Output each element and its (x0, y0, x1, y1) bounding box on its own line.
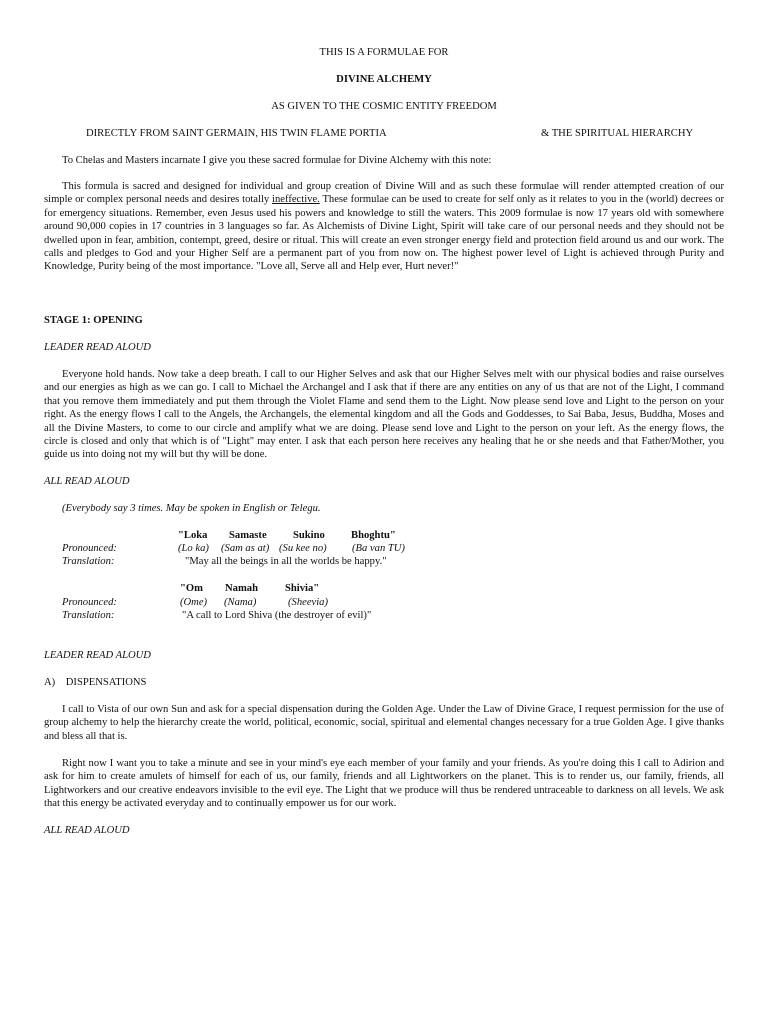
mantra1-pron-2: (Sam as at) (221, 543, 270, 554)
mantra1-translation-label: Translation: (62, 556, 115, 567)
mantra2-pronounced-label: Pronounced: (62, 597, 117, 608)
leader-read-aloud-label-2: LEADER READ ALOUD (44, 650, 151, 661)
formula-note-text-2: These formulae can be used to create for self only as it relates to you in the (world) decrees or for emergency situations. Remember, even Jesus used his powers and knowledge to still the waters. This 2009 formulae is now 17 years old with somewhere around 90,000 copies in 17 countries in 3 languages so far. As Alchemists of Divine Light, Spirit will take care of our personal needs and they should not be dwelled upon in fear, ambition, contempt, greed, desire or ritual. This will create an even stronger energy field and protection field around us and our work. The calls and pledges to God and your Higher Self are a permanent part of you from now on. The highest power level of Light is achieved through Purity and Knowledge, Purity being of the most importance. "Love all, Serve all and Help ever, Hurt never!" (44, 194, 725, 273)
mantra1-pronounced-label: Pronounced: (62, 543, 117, 554)
title-line-4-right: & THE SPIRITUAL HIERARCHY (541, 128, 694, 139)
dispensations-heading: A) DISPENSATIONS (44, 677, 147, 688)
mantra1-translation: "May all the beings in all the worlds be happy." (185, 556, 387, 567)
title-line-4-left: DIRECTLY FROM SAINT GERMAIN, HIS TWIN FLAME PORTIA (86, 128, 387, 139)
mantra2-translation-label: Translation: (62, 610, 115, 621)
mantra1-pron-4: (Ba van TU) (352, 543, 405, 554)
leader-read-aloud-label: LEADER READ ALOUD (44, 342, 151, 353)
mantra2-pron-3: (Sheevia) (288, 597, 328, 608)
document-title: DIVINE ALCHEMY (336, 74, 432, 85)
mantra1-word-3: Sukino (293, 530, 325, 541)
mantra2-pron-2: (Nama) (224, 597, 257, 608)
formula-note-underlined: ineffective. (272, 194, 320, 206)
mantra1-pron-1: (Lo ka) (178, 543, 209, 554)
mantra1-word-2: Samaste (229, 530, 267, 541)
mantra2-translation: "A call to Lord Shiva (the destroyer of evil)" (182, 610, 372, 621)
all-read-aloud-label: ALL READ ALOUD (44, 476, 130, 487)
mantra1-word-1: "Loka (178, 530, 208, 541)
formula-note-text-1: This formula is sacred and designed for individual and group creation of Divine Will and as such these formulae will render attempted creation of our simple or complex personal needs and desires totally (44, 181, 724, 206)
title-line-1: THIS IS A FORMULAE FOR (319, 47, 449, 58)
dispensation-paragraph-2: Right now I want you to take a minute and see in your mind's eye each member of your family and your friends. As you're doing this I call to Adirion and ask for him to create amulets of himself for each of us, our family, friends and all Lightworkers on the planet. This is to render us, our family, friends, all Lightworkers and our creative endeavors invisible to the evil eye. The Light that we produce will thus be rendered untraceable to darkness on all levels. We ask that this energy be activated everyday and to continually empower us for our work. (44, 758, 724, 810)
mantra2-pron-1: (Ome) (180, 597, 208, 608)
all-read-aloud-label-2: ALL READ ALOUD (44, 825, 130, 836)
mantra2-word-2: Namah (225, 583, 258, 594)
stage-1-heading: STAGE 1: OPENING (44, 315, 143, 326)
title-line-3: AS GIVEN TO THE COSMIC ENTITY FREEDOM (271, 101, 497, 112)
mantra-instruction: (Everybody say 3 times. May be spoken in English or Telegu. (62, 503, 321, 514)
opening-paragraph: Everyone hold hands. Now take a deep breath. I call to our Higher Selves and ask that our Higher Selves melt with our physical bodies and raise ourselves and our energies as high as we can go. I call to Michael the Archangel and I ask that if there are any entities on any of us that are not of the Light, I command that you remove them immediately and put them through the Violet Flame and send them to the Light. Now please send love and Light to the person on your right. As the energy flows I call to the Angels, the Archangels, the elemental kingdom and all the Gods and Goddesses, to Sai Baba, Jesus, Buddha, Moses and all the Divine Masters, to come to our circle and amplify what we are doing. Please send love and Light to the person on your left. As the energy flows, the circle is closed and only that which is of "Light" may enter. I ask that each person here receives any healing that he or she needs and that Father/Mother, you guide us into doing not my will but thy will be done. (44, 369, 724, 461)
intro-paragraph: To Chelas and Masters incarnate I give you these sacred formulae for Divine Alchemy with this note: (62, 155, 492, 166)
mantra1-pron-3: (Su kee no) (279, 543, 327, 554)
dispensation-paragraph-1: I call to Vista of our own Sun and ask for a special dispensation during the Golden Age. Under the Law of Divine Grace, I request permission for the use of group alchemy to help the hierarchy create the world, political, economic, social, spiritual and elemental changes necessary for a true Golden Age. I give thanks and bless all that is. (44, 704, 724, 742)
mantra1-word-4: Bhoghtu" (351, 530, 396, 541)
mantra2-word-1: "Om (180, 583, 203, 594)
mantra2-word-3: Shivia" (285, 583, 320, 594)
formula-note-paragraph (44, 180, 724, 274)
